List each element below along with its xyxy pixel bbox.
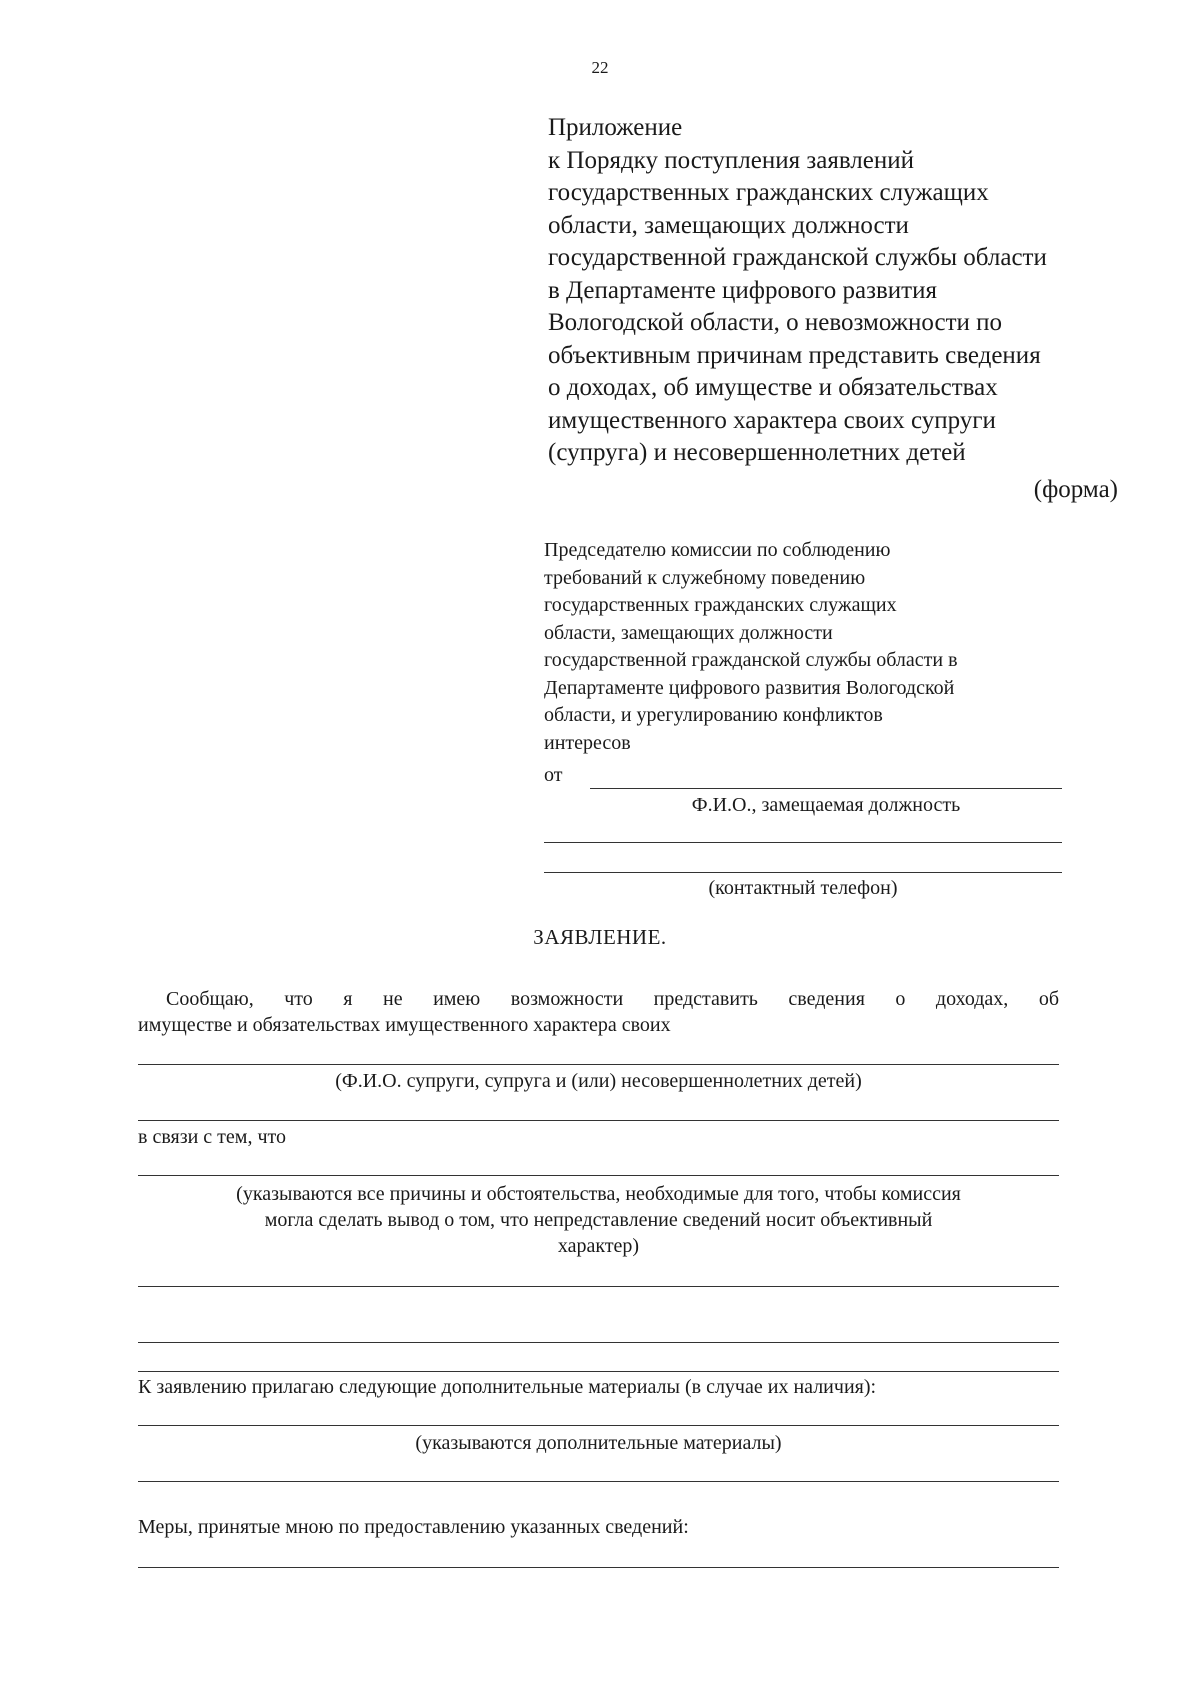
appendix-line: в Департаменте цифрового развития [548,276,937,304]
appendix-line: Приложение [548,114,683,141]
relatives-caption: (Ф.И.О. супруги, супруга и (или) несовершеннолетних детей) [335,1070,862,1092]
appendix-line: государственных гражданских служащих [548,179,989,206]
attachments-blank-line[interactable] [138,1481,1059,1482]
addressee-line: требований к служебному поведению [544,566,866,589]
addressee-line: Председателю комиссии по соблюдению [544,539,891,561]
addressee-blank-line[interactable] [544,842,1062,843]
statement-intro-line-1: Сообщаю, что я не имею возможности представить сведения о доходах, об [166,988,1059,1010]
measures-line[interactable] [138,1567,1059,1568]
addressee-line: области, замещающих должности [544,621,833,644]
appendix-line: к Порядку поступления заявлений [548,146,915,174]
attachments-caption: (указываются дополнительные материалы) [415,1432,782,1454]
addressee-line: государственной гражданской службы области в [544,649,958,671]
page-number: 22 [591,58,609,77]
phone-caption: (контактный телефон) [708,877,898,899]
addressee-line: интересов [544,731,631,754]
reason-blank-line[interactable] [138,1371,1059,1372]
measures-label: Меры, принятые мною по предоставлению указанных сведений: [138,1516,689,1538]
appendix-line: Вологодской области, о невозможности по [548,309,1003,336]
addressee-line: области, и урегулированию конфликтов [544,704,883,726]
attachments-line[interactable] [138,1425,1059,1426]
appendix-line: объективным причинам представить сведения [548,341,1041,369]
statement-intro-line-2: имуществе и обязательствах имущественного характера своих [138,1014,671,1036]
form-tag: (форма) [1033,476,1118,503]
reason-caption-line: характер) [557,1235,640,1257]
from-label: от [544,764,563,786]
fio-position-caption: Ф.И.О., замещаемая должность [691,794,961,816]
addressee-line: Департаменте цифрового развития Вологодской [544,676,955,699]
appendix-line: государственной гражданской службы области [548,244,1047,271]
appendix-line: имущественного характера своих супруги [548,406,996,434]
reason-caption-line: (указываются все причины и обстоятельства, необходимые для того, чтобы комиссия [236,1183,961,1205]
fio-position-line[interactable] [590,788,1062,789]
relatives-blank-line[interactable] [138,1120,1059,1121]
reason-blank-line[interactable] [138,1286,1059,1287]
reason-label: в связи с тем, что [138,1126,286,1148]
document-title: ЗАЯВЛЕНИЕ. [533,925,667,949]
phone-line[interactable] [544,872,1062,873]
attachments-label: К заявлению прилагаю следующие дополнительные материалы (в случае их наличия): [138,1376,877,1398]
appendix-line: области, замещающих должности [548,211,909,239]
addressee-block [544,537,1104,757]
relatives-fio-line[interactable] [138,1064,1059,1065]
reason-caption-line: могла сделать вывод о том, что непредставление сведений носит объективный [264,1209,933,1231]
appendix-line: (супруга) и несовершеннолетних детей [548,439,966,466]
reason-line[interactable] [138,1175,1059,1176]
addressee-line: государственных гражданских служащих [544,594,897,616]
reason-blank-line[interactable] [138,1342,1059,1343]
appendix-heading [548,112,1148,470]
appendix-line: о доходах, об имуществе и обязательствах [548,374,998,401]
